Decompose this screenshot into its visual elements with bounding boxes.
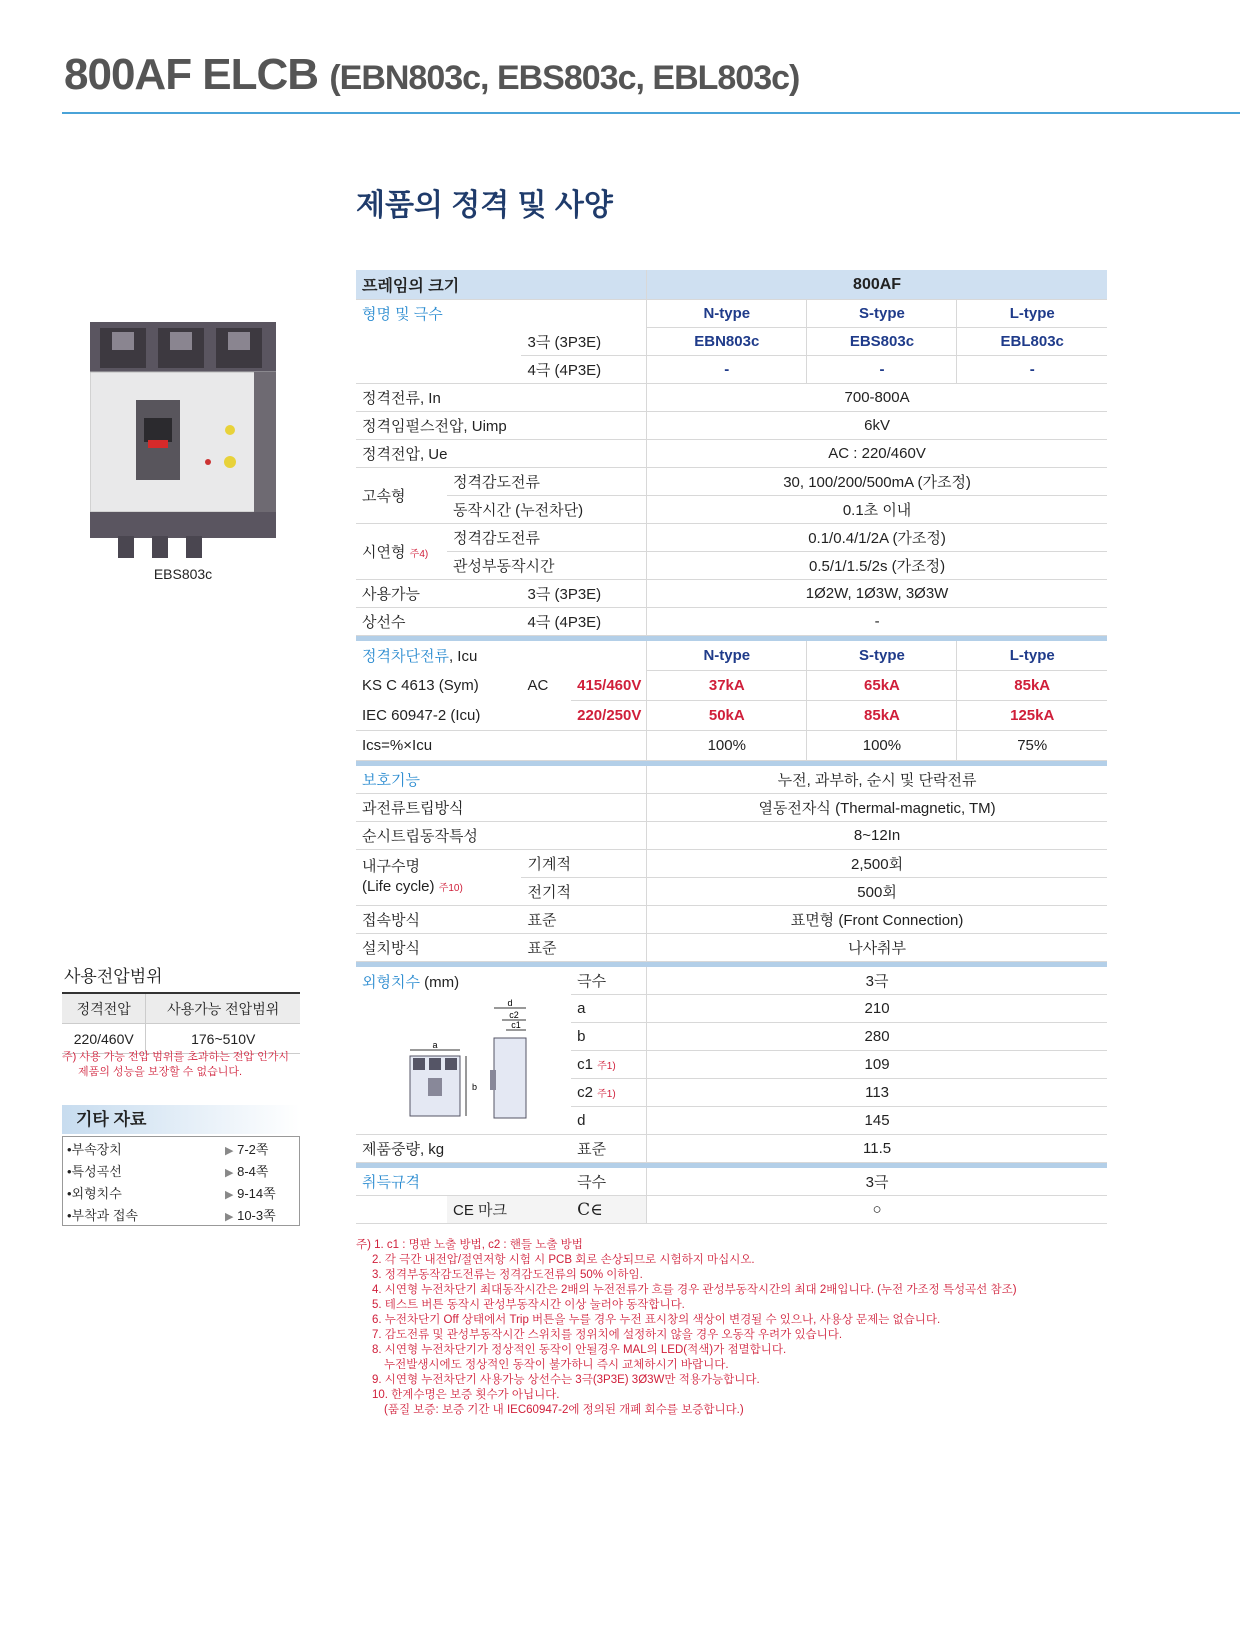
dimension-drawing xyxy=(362,998,542,1128)
product-image xyxy=(90,322,276,565)
footnote: 7. 감도전류 및 관성부동작시간 스위치를 정위치에 설정하지 않을 경우 오동작 우려가 있습니다. xyxy=(372,1329,843,1341)
weight-std: 표준 xyxy=(571,1135,647,1163)
triangle-right-icon: ▶ xyxy=(225,1188,234,1201)
footnotes xyxy=(356,1238,1216,1418)
title-divider xyxy=(62,112,1240,114)
title-main: 800AF ELCB xyxy=(64,50,319,99)
life-label-1: 내구수명 xyxy=(362,857,420,875)
footnote: 2. 각 극간 내전압/절연저항 시험 시 PCB 회로 손상되므로 시험하지 마십시오. xyxy=(372,1254,755,1266)
ue-row xyxy=(356,440,1107,468)
td-sens-label: 정격감도전류 xyxy=(447,524,647,552)
iec-row xyxy=(356,701,1107,731)
etc-list xyxy=(62,1136,300,1226)
hs-time-value: 0.1초 이내 xyxy=(647,496,1107,524)
etc-item-page: 8-4쪽 xyxy=(237,1163,269,1179)
dim-c2-text: c2 xyxy=(577,1084,593,1101)
dim-c1-text: c1 xyxy=(577,1056,593,1073)
install-std: 표준 xyxy=(521,934,646,962)
dim-d-label: d xyxy=(571,1107,647,1135)
frame-row xyxy=(356,270,1107,300)
td-time-row xyxy=(356,552,1107,580)
dim-c1-label xyxy=(571,1051,647,1079)
td-time-value: 0.5/1/1.5/2s (가조정) xyxy=(647,552,1107,580)
icu-type-s: S-type xyxy=(807,641,957,671)
dim-c2-label xyxy=(571,1079,647,1107)
hs-sens-value: 30, 100/200/500mA (가조정) xyxy=(647,468,1107,496)
icu-label xyxy=(356,641,647,671)
hs-sens-label: 정격감도전류 xyxy=(447,468,647,496)
icu-1-s: 65kA xyxy=(807,671,957,701)
etc-title: 기타 자료 xyxy=(62,1105,300,1134)
weight-value: 11.5 xyxy=(647,1135,1107,1163)
td-label-text: 시연형 xyxy=(362,544,406,561)
footnote: 8. 시연형 누전차단기가 정상적인 동작이 안될경우 MAL의 LED(적색)가 점멸합니다. xyxy=(372,1344,787,1356)
dim-c1-value: 109 xyxy=(647,1051,1107,1079)
hs-sens-row xyxy=(356,468,1107,496)
list-item[interactable] xyxy=(63,1159,300,1181)
dim-a-value: 210 xyxy=(647,995,1107,1023)
etc-item-page: 10-3쪽 xyxy=(237,1207,276,1223)
model-4p-n: - xyxy=(647,356,807,384)
icu-1-n: 37kA xyxy=(647,671,807,701)
voltage-2: 220/250V xyxy=(571,701,647,731)
icu-label-rest: , Icu xyxy=(448,648,478,666)
weight-row xyxy=(356,1135,1107,1163)
ics-n: 100% xyxy=(647,731,807,761)
spec-table xyxy=(356,270,1107,1224)
use-pole: 3극 (3P3E) xyxy=(521,580,646,608)
voltage-1: 415/460V xyxy=(571,671,647,701)
dim-c1-note: 주1) xyxy=(597,1061,616,1072)
hs-time-row xyxy=(356,496,1107,524)
ot-label: 과전류트립방식 xyxy=(356,794,647,822)
model-4p-l: - xyxy=(957,356,1107,384)
dim-pole-value: 3극 xyxy=(647,967,1107,995)
dim-draw-a: a xyxy=(432,1040,438,1050)
ce-value: ○ xyxy=(647,1196,1107,1224)
dim-draw-d: d xyxy=(507,998,513,1008)
icu-type-l: L-type xyxy=(957,641,1107,671)
voltage-range-title: 사용전압범위 xyxy=(64,967,163,986)
td-sens-value: 0.1/0.4/1/2A (가조정) xyxy=(647,524,1107,552)
footnote: 누전발생시에도 정상적인 동작이 불가하니 즉시 교체하시기 바랍니다. xyxy=(384,1359,729,1371)
pole4-label: 4극 (4P3E) xyxy=(521,356,646,384)
icu-label-blue: 정격차단전류 xyxy=(362,648,449,666)
etc-item-page: 9-14쪽 xyxy=(237,1185,276,1201)
footnote: 9. 시연형 누전차단기 사용가능 상선수는 3극(3P3E) 3Ø3W만 적용가능합니다. xyxy=(372,1374,760,1386)
mech-label: 기계적 xyxy=(521,850,646,878)
frame-value: 800AF xyxy=(647,270,1107,300)
model-3p-row xyxy=(356,328,1107,356)
footnote: (품질 보증: 보증 기간 내 IEC60947-2에 정의된 개폐 회수를 보증합니다.) xyxy=(384,1404,744,1416)
dim-d-value: 145 xyxy=(647,1107,1107,1135)
ics-label: Ics=%×Icu xyxy=(356,731,647,761)
ce-row xyxy=(356,1196,1107,1224)
etc-item-label: •특성곡선 xyxy=(67,1163,122,1179)
uimp-label: 정격임펄스전압, Uimp xyxy=(356,412,647,440)
dim-pole-label: 극수 xyxy=(571,967,647,995)
cert-pole: 극수 xyxy=(571,1168,647,1196)
dim-c2-value: 113 xyxy=(647,1079,1107,1107)
list-item[interactable] xyxy=(63,1137,300,1160)
prot-label: 보호기능 xyxy=(356,766,647,794)
uimp-row xyxy=(356,412,1107,440)
td-note: 주4) xyxy=(409,549,429,560)
title-sub: (EBN803c, EBS803c, EBL803c) xyxy=(329,59,800,97)
page-title xyxy=(64,50,799,100)
conn-value: 표면형 (Front Connection) xyxy=(647,906,1107,934)
vr-h2: 사용가능 전압범위 xyxy=(146,993,300,1024)
triangle-right-icon: ▶ xyxy=(225,1210,234,1223)
use-row xyxy=(356,580,1107,608)
use-value: 1Ø2W, 1Ø3W, 3Ø3W xyxy=(647,580,1107,608)
icu-2-s: 85kA xyxy=(807,701,957,731)
dim-label-cell xyxy=(356,967,571,1135)
type-s: S-type xyxy=(807,300,957,328)
footnote: 4. 시연형 누전차단기 최대동작시간은 2배의 누전전류가 흐를 경우 관성부동작시간의 최대 2배입니다. (누전 가조정 특성곡선 참조) xyxy=(372,1284,1017,1296)
model-label: 형명 및 극수 xyxy=(362,306,443,324)
dim-b-label: b xyxy=(571,1023,647,1051)
section-title: 제품의 정격 및 사양 xyxy=(356,189,613,222)
in-row xyxy=(356,384,1107,412)
model-row xyxy=(356,300,1107,328)
install-row xyxy=(356,934,1107,962)
phase-label: 상선수 xyxy=(356,608,521,636)
pole3-label: 3극 (3P3E) xyxy=(521,328,646,356)
prot-row xyxy=(356,766,1107,794)
list-item[interactable] xyxy=(63,1181,300,1203)
icu-type-n: N-type xyxy=(647,641,807,671)
voltage-range-header xyxy=(62,993,300,1024)
mech-value: 2,500회 xyxy=(647,850,1107,878)
in-label: 정격전류, In xyxy=(356,384,647,412)
ks-row xyxy=(356,671,1107,701)
conn-row xyxy=(356,906,1107,934)
vr-h1: 정격전압 xyxy=(62,993,146,1024)
inst-row xyxy=(356,822,1107,850)
life-mech-row xyxy=(356,850,1107,878)
voltage-range-note xyxy=(62,1050,322,1080)
in-value: 700-800A xyxy=(647,384,1107,412)
ue-value: AC : 220/460V xyxy=(647,440,1107,468)
etc-item-page: 7-2쪽 xyxy=(237,1141,269,1157)
dim-pole-row xyxy=(356,967,1107,995)
dim-draw-b: b xyxy=(472,1082,478,1092)
ics-s: 100% xyxy=(807,731,957,761)
footnote: 6. 누전차단기 Off 상태에서 Trip 버튼을 누를 경우 누전 표시창의 색상이 변경될 수 있으나, 사용상 문제는 없습니다. xyxy=(372,1314,941,1326)
dim-b-value: 280 xyxy=(647,1023,1107,1051)
model-3p-n: EBN803c xyxy=(647,328,807,356)
footnote: 10. 한계수명은 보증 횟수가 아닙니다. xyxy=(372,1389,560,1401)
td-sens-row xyxy=(356,524,1107,552)
phase-pole: 4극 (4P3E) xyxy=(521,608,646,636)
install-label: 설치방식 xyxy=(356,934,521,962)
triangle-right-icon: ▶ xyxy=(225,1144,234,1157)
type-l: L-type xyxy=(957,300,1107,328)
ot-row xyxy=(356,794,1107,822)
elec-value: 500회 xyxy=(647,878,1107,906)
conn-label: 접속방식 xyxy=(356,906,521,934)
dim-c2-note: 주1) xyxy=(597,1089,616,1100)
vr-v2: 176~510V xyxy=(146,1024,300,1054)
list-item[interactable] xyxy=(63,1203,300,1226)
footnote: 3. 정격부동작감도전류는 정격감도전류의 50% 이하임. xyxy=(372,1269,643,1281)
ics-row xyxy=(356,731,1107,761)
etc-item-label: •부착과 접속 xyxy=(67,1207,138,1223)
footnote: 주) 1. c1 : 명판 노출 방법, c2 : 핸들 노출 방법 xyxy=(356,1239,583,1251)
life-note: 주10) xyxy=(438,882,463,894)
life-label-2: (Life cycle) xyxy=(362,877,435,895)
voltage-range-row xyxy=(62,1024,300,1054)
ot-value: 열동전자식 (Thermal-magnetic, TM) xyxy=(647,794,1107,822)
ac-label: AC xyxy=(527,677,549,694)
vr-v1: 220/460V xyxy=(62,1024,146,1054)
elec-label: 전기적 xyxy=(521,878,646,906)
etc-item-label: •외형치수 xyxy=(67,1185,122,1201)
hs-time-label: 동작시간 (누전차단) xyxy=(447,496,647,524)
voltage-range-table xyxy=(62,992,300,1054)
dim-draw-c2: c2 xyxy=(509,1010,519,1020)
phase-row xyxy=(356,608,1107,636)
inst-label: 순시트립동작특성 xyxy=(356,822,647,850)
model-4p-s: - xyxy=(807,356,957,384)
td-label xyxy=(356,524,447,580)
install-value: 나사취부 xyxy=(647,934,1107,962)
cert-label: 취득규격 xyxy=(356,1168,571,1196)
use-label: 사용가능 xyxy=(356,580,521,608)
uimp-value: 6kV xyxy=(647,412,1107,440)
triangle-right-icon: ▶ xyxy=(225,1166,234,1179)
cert-row xyxy=(356,1168,1107,1196)
frame-label: 프레임의 크기 xyxy=(356,270,647,300)
iec-label: IEC 60947-2 (Icu) xyxy=(356,701,521,731)
dim-draw-c1: c1 xyxy=(511,1020,521,1030)
hs-label: 고속형 xyxy=(356,468,447,524)
footnote: 5. 테스트 버튼 동작시 관성부동작시간 이상 눌러야 동작합니다. xyxy=(372,1299,685,1311)
vr-note-2: 제품의 성능을 보장할 수 없습니다. xyxy=(78,1066,243,1078)
ics-l: 75% xyxy=(957,731,1107,761)
dim-a-label: a xyxy=(571,995,647,1023)
icu-2-n: 50kA xyxy=(647,701,807,731)
model-3p-l: EBL803c xyxy=(957,328,1107,356)
dim-label xyxy=(362,971,565,992)
ks-label: KS C 4613 (Sym) xyxy=(362,677,479,694)
dim-label-rest: (mm) xyxy=(419,974,460,991)
life-label xyxy=(356,850,521,906)
product-caption: EBS803c xyxy=(153,566,213,582)
conn-std: 표준 xyxy=(521,906,646,934)
weight-label: 제품중량, kg xyxy=(356,1135,571,1163)
icu-1-l: 85kA xyxy=(957,671,1107,701)
prot-value: 누전, 과부하, 순시 및 단락전류 xyxy=(647,766,1107,794)
model-3p-s: EBS803c xyxy=(807,328,957,356)
inst-value: 8~12In xyxy=(647,822,1107,850)
icu-row xyxy=(356,641,1107,671)
td-time-label: 관성부동작시간 xyxy=(447,552,647,580)
icu-2-l: 125kA xyxy=(957,701,1107,731)
model-4p-row xyxy=(356,356,1107,384)
ue-label: 정격전압, Ue xyxy=(356,440,647,468)
etc-item-label: •부속장치 xyxy=(67,1141,122,1157)
type-n: N-type xyxy=(647,300,807,328)
cert-pole-value: 3극 xyxy=(647,1168,1107,1196)
dim-label-blue: 외형치수 xyxy=(362,974,420,991)
ce-mark-icon: C∈ xyxy=(571,1196,647,1224)
ce-label: CE 마크 xyxy=(447,1196,571,1224)
vr-note-1: 주) 사용 가능 전압 범위를 초과하는 전압 인가시 xyxy=(62,1051,289,1063)
phase-value: - xyxy=(647,608,1107,636)
